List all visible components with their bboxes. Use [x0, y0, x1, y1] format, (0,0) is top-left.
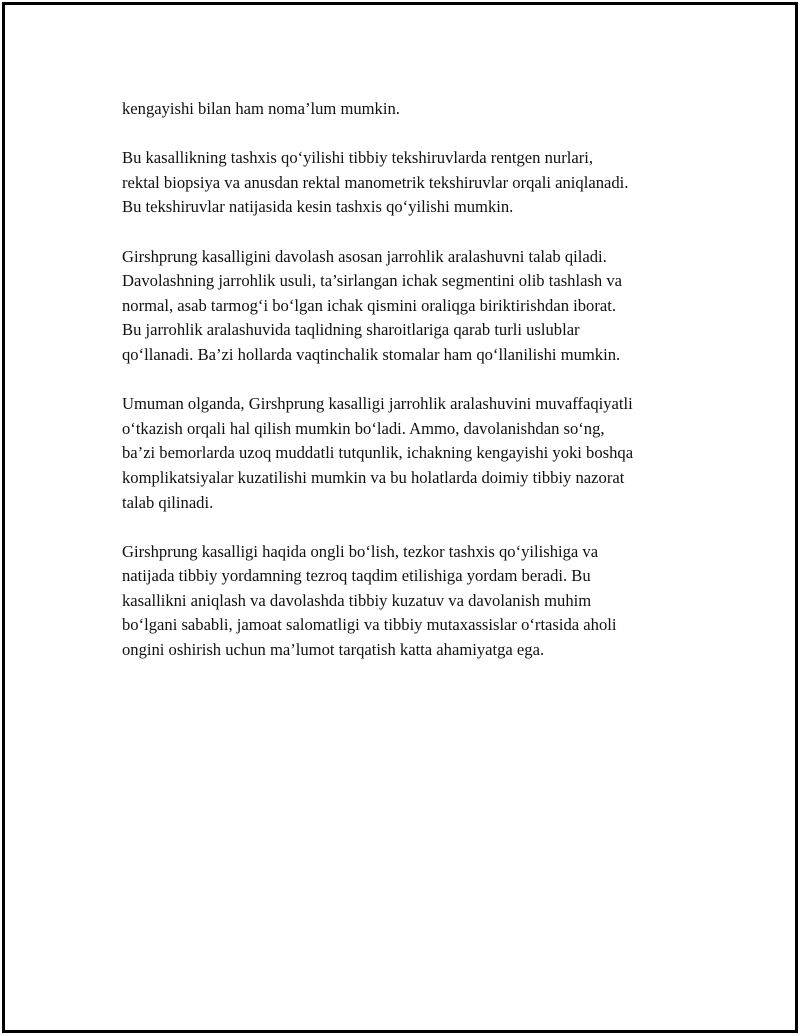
text-line: kasallikni aniqlash va davolashda tibbiy kuzatuv va davolanish muhim	[122, 590, 592, 610]
text-line: normal, asab tarmog‘i bo‘lgan ichak qismini oraliqga biriktirishdan iborat.	[122, 295, 617, 315]
text-line: qo‘llanadi. Ba’zi hollarda vaqtinchalik stomalar ham qo‘llanilishi mumkin.	[122, 344, 621, 364]
paragraph-5	[122, 540, 712, 663]
text-line: Davolashning jarrohlik usuli, ta’sirlangan ichak segmentini olib tashlash va	[122, 271, 623, 291]
text-line: ba’zi bemorlarda uzoq muddatli tutqunlik, ichakning kengayishi yoki boshqa	[122, 443, 634, 463]
text-line: Girshprung kasalligini davolash asosan jarrohlik aralashuvni talab qiladi.	[122, 246, 607, 266]
text-line: komplikatsiyalar kuzatilishi mumkin va bu holatlarda doimiy tibbiy nazorat	[122, 467, 625, 487]
text-line: Umuman olganda, Girshprung kasalligi jarrohlik aralashuvini muvaffaqiyatli	[122, 394, 633, 414]
paragraph-2	[122, 146, 712, 220]
text-line: ongini oshirish uchun ma’lumot tarqatish katta ahamiyatga ega.	[122, 640, 545, 660]
text-line: Bu jarrohlik aralashuvida taqlidning sharoitlariga qarab turli uslublar	[122, 320, 580, 340]
text-line: rektal biopsiya va anusdan rektal manometrik tekshiruvlar orqali aniqlanadi.	[122, 172, 629, 192]
paragraph-4	[122, 392, 712, 515]
text-line: bo‘lgani sababli, jamoat salomatligi va tibbiy mutaxassislar o‘rtasida aholi	[122, 615, 617, 635]
text-line: kengayishi bilan ham noma’lum mumkin.	[122, 99, 400, 118]
text-line: Bu tekshiruvlar natijasida kesin tashxis qo‘yilishi mumkin.	[122, 197, 514, 217]
page	[2, 2, 798, 1033]
document-body	[122, 97, 712, 687]
paragraph-1	[122, 97, 712, 122]
paragraph-3	[122, 245, 712, 368]
text-line: natijada tibbiy yordamning tezroq taqdim etilishiga yordam beradi. Bu	[122, 566, 591, 586]
text-line: Bu kasallikning tashxis qo‘yilishi tibbiy tekshiruvlarda rentgen nurlari,	[122, 148, 594, 168]
text-line: Girshprung kasalligi haqida ongli bo‘lish, tezkor tashxis qo‘yilishiga va	[122, 541, 599, 561]
text-line: o‘tkazish orqali hal qilish mumkin bo‘ladi. Ammo, davolanishdan so‘ng,	[122, 418, 605, 438]
text-line: talab qilinadi.	[122, 492, 214, 512]
